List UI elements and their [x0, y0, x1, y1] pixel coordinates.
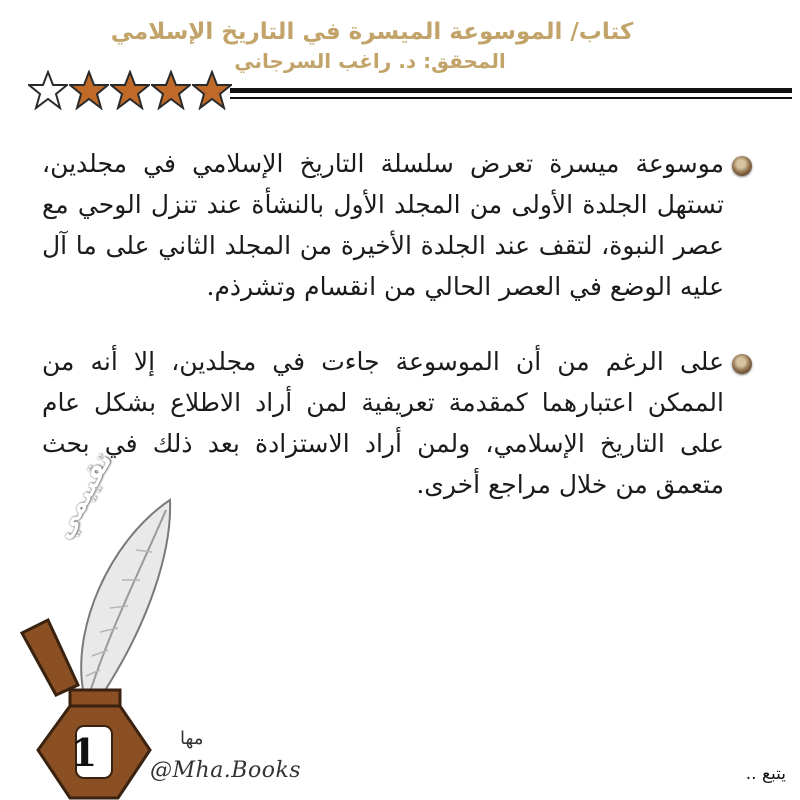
- rating-number: 1: [70, 730, 98, 775]
- bullet-icon: [732, 156, 752, 176]
- inkwell-neck: [70, 690, 120, 706]
- signature-arabic: مها: [180, 728, 204, 749]
- rating-word: تقييمي: [48, 447, 119, 545]
- book-title: كتاب/ الموسوعة الميسرة في التاريخ الإسلامي: [110, 19, 634, 45]
- paragraph-1-text: موسوعة ميسرة تعرض سلسلة التاريخ الإسلامي في مجلدين، تستهل الجلدة الأولى من المجلد الأول بالنشأة عند تنزل الوحي مع عصر النبوة، لتقف عند الجلدة الأخيرة من المجلد الثاني على ما آل عليه الوضع في العصر الحالي من انقسام وتشرذم.: [42, 149, 724, 301]
- paragraph-2-text: على الرغم من أن الموسوعة جاءت في مجلدين، إلا أنه من الممكن اعتبارهما كمقدمة تعريفية لمن أراد الاطلاع بشكل عام على التاريخ الإسلامي، ولمن أراد الاستزادة بعد ذلك في بحث متعمق من خلال مراجع أخرى.: [42, 347, 724, 499]
- header-divider-thick: [230, 88, 792, 93]
- header-divider-thin: [230, 97, 792, 99]
- star-filled-icon: [69, 70, 109, 110]
- bullet-icon: [732, 354, 752, 374]
- star-empty-icon: [28, 70, 68, 110]
- rating-stars: [28, 70, 238, 110]
- star-filled-icon: [110, 70, 150, 110]
- star-filled-icon: [151, 70, 191, 110]
- inkwell-lid: [22, 620, 78, 695]
- quill-feather-icon: [81, 500, 170, 695]
- signature-handle: @Mha.Books: [150, 758, 302, 783]
- paragraph-1: [42, 143, 752, 307]
- header: [0, 0, 800, 110]
- book-author: المحقق: د. راغب السرجاني: [234, 49, 506, 73]
- star-filled-icon: [192, 70, 232, 110]
- continued-note: يتبع ..: [745, 764, 786, 784]
